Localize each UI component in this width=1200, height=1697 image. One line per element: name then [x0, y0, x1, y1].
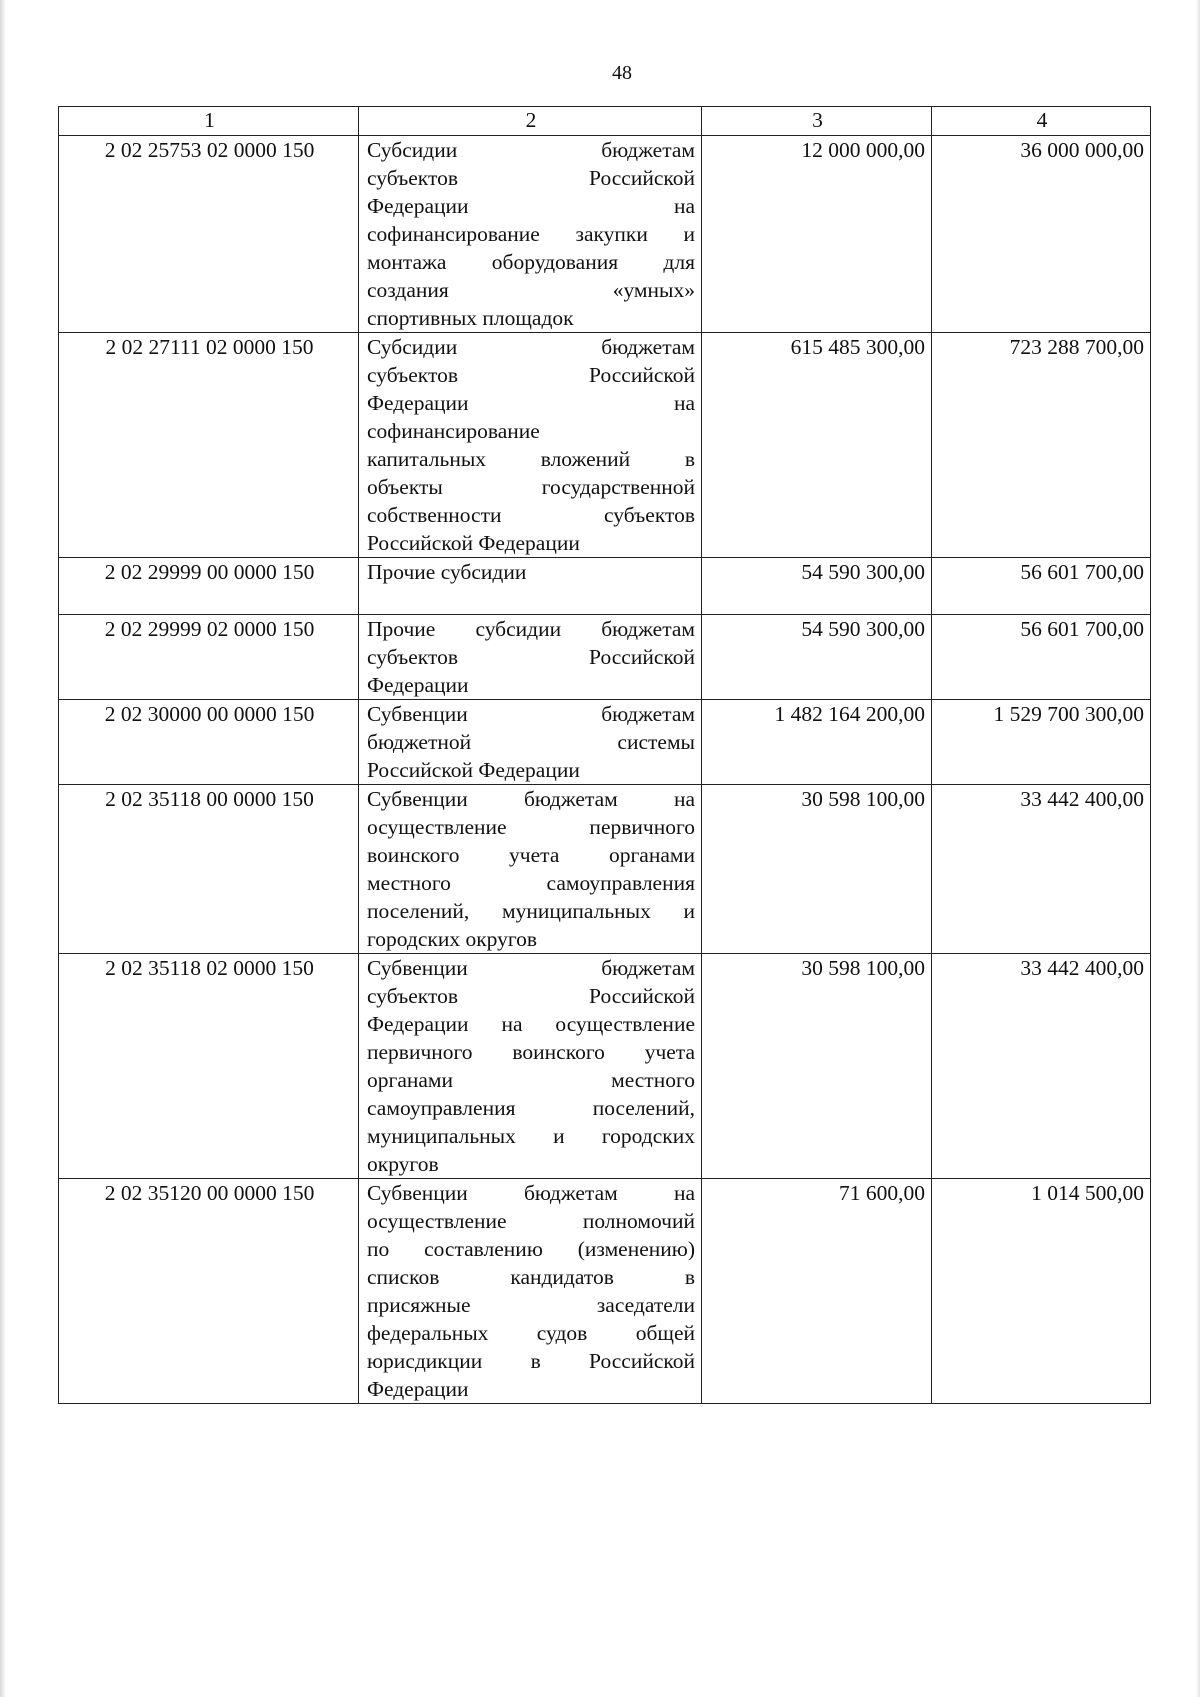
table-row: [59, 1179, 1151, 1404]
description-line: федеральных судов общей: [367, 1321, 695, 1345]
description-line: муниципальных и городских: [367, 1124, 695, 1148]
description-line: Субвенции бюджетам на: [367, 787, 695, 811]
description-line: самоуправления поселений,: [367, 1096, 695, 1120]
column-header-2: 2: [359, 107, 702, 136]
description-line: софинансирование: [367, 419, 540, 443]
description-line: капитальных вложений в: [367, 447, 695, 471]
description: [359, 785, 702, 954]
budget-code: 2 02 29999 02 0000 150: [59, 615, 359, 700]
description-line: субъектов Российской: [367, 645, 695, 669]
description-line: осуществление полномочий: [367, 1209, 695, 1233]
amount-col3: 615 485 300,00: [702, 333, 932, 558]
description-line: Прочие субсидии бюджетам: [367, 617, 695, 641]
description-line: Субсидии бюджетам: [367, 138, 695, 162]
description-line: Федерации: [367, 1377, 469, 1401]
description-line: Субвенции бюджетам на: [367, 1181, 695, 1205]
budget-code: 2 02 29999 00 0000 150: [59, 558, 359, 615]
amount-col3: 12 000 000,00: [702, 136, 932, 333]
description-line: софинансирование закупки и: [367, 222, 695, 246]
amount-col4: 33 442 400,00: [932, 954, 1151, 1179]
description-line: органами местного: [367, 1068, 695, 1092]
amount-col3: 30 598 100,00: [702, 954, 932, 1179]
description: [359, 333, 702, 558]
description-line: Российской Федерации: [367, 531, 580, 555]
amount-col4: 33 442 400,00: [932, 785, 1151, 954]
description-line: Российской Федерации: [367, 758, 580, 782]
table-row: [59, 700, 1151, 785]
description-line: осуществление первичного: [367, 815, 695, 839]
table-row: [59, 785, 1151, 954]
description: [359, 615, 702, 700]
budget-code: 2 02 27111 02 0000 150: [59, 333, 359, 558]
description-line: поселений, муниципальных и: [367, 899, 695, 923]
description: [359, 954, 702, 1179]
scan-edge-right: [1196, 0, 1200, 1697]
description: [359, 1179, 702, 1404]
amount-col4: 1 014 500,00: [932, 1179, 1151, 1404]
table-row: [59, 615, 1151, 700]
description-line: списков кандидатов в: [367, 1265, 695, 1289]
amount-col4: 723 288 700,00: [932, 333, 1151, 558]
page-number: 48: [612, 62, 632, 84]
amount-col3: 30 598 100,00: [702, 785, 932, 954]
description: [359, 136, 702, 333]
description-line: городских округов: [367, 927, 538, 951]
description-line: Субвенции бюджетам: [367, 956, 695, 980]
budget-code: 2 02 30000 00 0000 150: [59, 700, 359, 785]
table-row: [59, 333, 1151, 558]
description-line: Прочие субсидии: [367, 560, 527, 584]
table-header-row: [59, 107, 1151, 136]
budget-table: [58, 106, 1151, 1404]
description-line: по составлению (изменению): [367, 1237, 695, 1261]
amount-col3: 1 482 164 200,00: [702, 700, 932, 785]
amount-col4: 1 529 700 300,00: [932, 700, 1151, 785]
amount-col3: 54 590 300,00: [702, 558, 932, 615]
description-line: Федерации на осуществление: [367, 1012, 695, 1036]
description-line: собственности субъектов: [367, 503, 695, 527]
description-line: округов: [367, 1152, 439, 1176]
description-line: Федерации на: [367, 391, 695, 415]
description-line: спортивных площадок: [367, 306, 574, 330]
description: [359, 700, 702, 785]
description-line: местного самоуправления: [367, 871, 695, 895]
table-row: [59, 954, 1151, 1179]
description-line: объекты государственной: [367, 475, 695, 499]
budget-code: 2 02 35118 00 0000 150: [59, 785, 359, 954]
column-header-3: 3: [702, 107, 932, 136]
amount-col3: 71 600,00: [702, 1179, 932, 1404]
description-line: Субсидии бюджетам: [367, 335, 695, 359]
scan-edge-left: [0, 0, 6, 1697]
description-line: субъектов Российской: [367, 363, 695, 387]
description: [359, 558, 702, 615]
table-row: [59, 136, 1151, 333]
description-line: Федерации: [367, 673, 469, 697]
description-line: Федерации на: [367, 194, 695, 218]
amount-col4: 36 000 000,00: [932, 136, 1151, 333]
description-line: бюджетной системы: [367, 730, 695, 754]
amount-col3: 54 590 300,00: [702, 615, 932, 700]
amount-col4: 56 601 700,00: [932, 615, 1151, 700]
description-line: субъектов Российской: [367, 166, 695, 190]
table-row: [59, 558, 1151, 615]
budget-code: 2 02 35118 02 0000 150: [59, 954, 359, 1179]
column-header-4: 4: [932, 107, 1151, 136]
description-line: Субвенции бюджетам: [367, 702, 695, 726]
description-line: монтажа оборудования для: [367, 250, 695, 274]
description-line: создания «умных»: [367, 278, 695, 302]
description-line: субъектов Российской: [367, 984, 695, 1008]
description-line: юрисдикции в Российской: [367, 1349, 695, 1373]
description-line: воинского учета органами: [367, 843, 695, 867]
column-header-1: 1: [59, 107, 359, 136]
description-line: первичного воинского учета: [367, 1040, 695, 1064]
budget-code: 2 02 25753 02 0000 150: [59, 136, 359, 333]
amount-col4: 56 601 700,00: [932, 558, 1151, 615]
description-line: присяжные заседатели: [367, 1293, 695, 1317]
budget-code: 2 02 35120 00 0000 150: [59, 1179, 359, 1404]
